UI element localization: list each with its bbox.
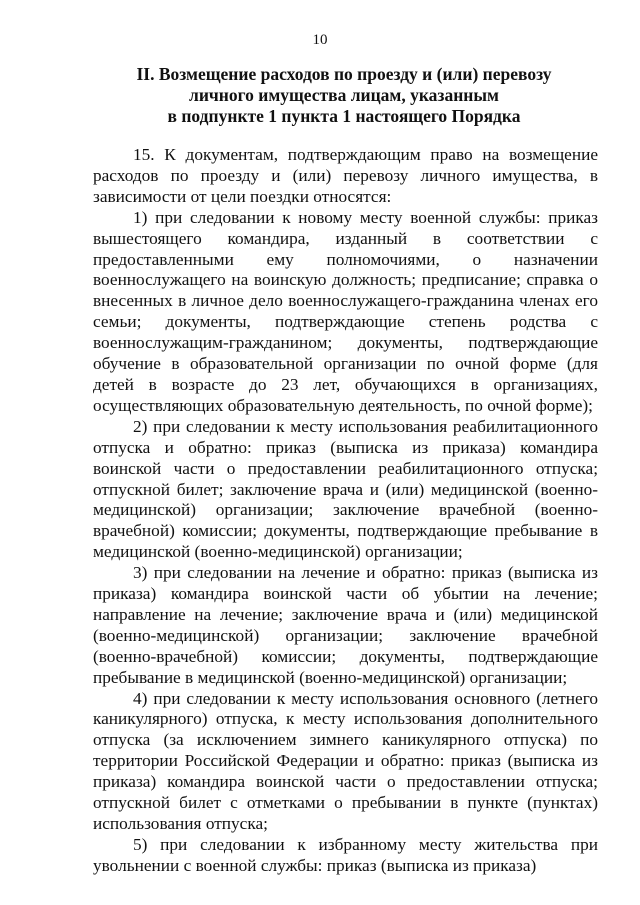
- page-number: 10: [312, 32, 328, 48]
- paragraph-item-1: 1) при следовании к новому месту военной службы: приказ вышестоящего командира, изданный в соответствии с предоставленными ему полномочиями, о назначении военнослужащего на воинскую должность; предписание; справка о внесенных в личное дело военнослужащего-гражданина членах его семьи; документы, подтверждающие степень родства с военнослужащим-гражданином; документы, подтверждающие обучение в образовательной организации по очной форме (для детей в возрасте до 23 лет, обучающихся в организациях, осуществляющих образовательную деятельность, по очной форме);: [93, 207, 598, 415]
- paragraph-15-intro: 15. К документам, подтверждающим право на возмещение расходов по проезду и (или) перевозу личного имущества, в зависимости от цели поездки относятся:: [93, 145, 598, 206]
- section-heading-line-3: в подпункте 1 пункта 1 настоящего Порядка: [167, 106, 521, 126]
- section-heading-line-1: II. Возмещение расходов по проезду и (или) перевозу: [136, 64, 552, 84]
- paragraph-item-2: 2) при следовании к месту использования реабилитационного отпуска и обратно: приказ (выписка из приказа) командира воинской части о предоставлении реабилитационного отпуска; отпускной билет; заключение врача и (или) медицинской (военно-медицинской) организации; заключение врачебной (военно-врачебной) комиссии; документы, подтверждающие пребывание в медицинской (военно-медицинской) организации;: [93, 416, 598, 562]
- paragraph-item-3: 3) при следовании на лечение и обратно: приказ (выписка из приказа) командира воинской части об убытии на лечение; направление на лечение; заключение врача и (или) медицинской (военно-медицинской) организации; заключение врачебной (военно-врачебной) комиссии; документы, подтверждающие пребывание в медицинской (военно-медицинской) организации;: [93, 563, 598, 687]
- paragraph-item-4: 4) при следовании к месту использования основного (летнего каникулярного) отпуска, к месту использования дополнительного отпуска (за исключением зимнего каникулярного отпуска) по территории Российской Федерации и обратно: приказ (выписка из приказа) командира воинской части о предоставлении отпуска; отпускной билет с отметками о пребывании в пункте (пунктах) использования отпуска;: [93, 688, 598, 833]
- section-heading: [90, 64, 598, 127]
- paragraph-item-5: 5) при следовании к избранному месту жительства при увольнении с военной службы: приказ (выписка из приказа): [93, 834, 598, 875]
- section-heading-line-2: личного имущества лицам, указанным: [189, 85, 499, 105]
- body-text: [93, 145, 598, 877]
